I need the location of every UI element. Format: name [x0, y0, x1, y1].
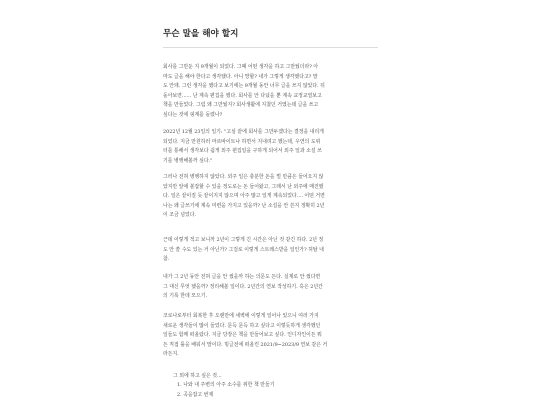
text-line: 도 안 쓸 수도 있는 거 아닌가? 그걸로 이렇게 스트레스받을 일인가? 허탈 내 [163, 246, 324, 253]
text-line: 내가 그 2년 동안 전혀 글을 안 썼을까 하는 의문도 든다. 실제로 안 썼다면 [163, 274, 321, 280]
text-line: 코로나로부터 회복한 후 오랜만에 새벽에 이렇게 일어나 있으니 여러 가지 [163, 313, 319, 319]
text-line: 그 대신 무엇 했을까? 정리해볼 일이다. 2년간의 연보 작성하기. 혹은 2년간 [163, 283, 323, 290]
page-title: 무슨 말을 해야 할지 [163, 29, 239, 39]
text-line: 기를 병행해볼까 싶다." [163, 157, 213, 164]
text-line: 이 조금 넘었다. [163, 212, 197, 218]
text-line: 돌아보면...... 난 계속 편집을 했다. 회사를 안 다녔을 뿐 계속 교정교열보고 [163, 92, 322, 99]
list-item: 1. 나와 내 주변의 아주 소수를 위한 책 만들기 [177, 382, 275, 389]
paragraph-2 [163, 128, 379, 166]
title-divider [163, 47, 378, 48]
text-line: 다. 일은 끝이질 듯 끝이지지 않으며 아주 많고 일게 계속되었다.... 어떤 거면 [163, 193, 325, 199]
text-line: 터를 통해서 생각보다 쉽게 외주 편집일을 구하게 되어서 외주 일과 소설 쓰 [163, 148, 322, 154]
text-line: 든 직접 툴을 배워서 말이다. 빙글전에 떠올린 2021/9~2023/9 연보 같은 거 [163, 341, 328, 348]
wish-list [173, 372, 373, 400]
text-line: 참. [163, 256, 170, 262]
text-line: 책을 만들었다. 그럼 왜 그만뒀지? 회사생활에 지쳤던 거였는데 글을 쓰고 [163, 102, 319, 108]
text-line: 회사를 그만둔 지 9개월이 되었다. 그때 어떤 생각을 하고 그만뒀더라? 아 [163, 64, 319, 70]
text-line: 의 기록 한데 모으기. [163, 293, 208, 299]
text-line: 라든지. [163, 351, 179, 357]
text-line: 근데 이렇게 적고 보니까 2년이 그렇게 긴 시간은 아닌 것 같긴 하다. 2년 정 [163, 237, 324, 243]
paragraph-3 [163, 173, 379, 221]
paragraph-5 [163, 273, 379, 302]
text-line: 나는 왜 글쓰기에 계속 미련을 가지고 있을까? 난 소설을 안 쓴지 정확히 2년 [163, 202, 325, 209]
text-line: 마도 글을 해야 한다고 생각했다. 아니 망할? 내가 그렇게 생각했다고? 말 [163, 73, 318, 80]
text-line: 2022년 12월 23일의 일기: "고심 끝에 회사를 그만두겠다는 결정을 내리게 [163, 129, 324, 135]
text-line: 도 안돼. 그런 생각을 했다고 보기에는 9개월 동안 너무 글을 쓰지 않았다. 뒤 [163, 83, 325, 89]
text-line: 새로운 생각들이 많이 들었다. 문득 문득 하고 싶다고 이렇듯하게 생각했던 [163, 322, 321, 329]
list-intro: 그 외에 하고 싶은 것... [173, 373, 222, 379]
text-line: 일들도 함께 떠올랐다. 지금 당장은 책을 만들어보고 싶다. 인디자인이든 뭐 [163, 332, 322, 338]
text-line: 았지만 앞에 볼잡할 수 있을 정도로는 돈 들어왔고, 그래서 난 외주에 매진했 [163, 183, 324, 190]
paragraph-4 [163, 236, 379, 265]
paragraph-6 [163, 312, 379, 360]
text-line: 되었다. 지금 만원하러 마르바이트나 하면서 지내려고 했는데, 우연의 도위 [163, 138, 321, 145]
list-item: 2. 곡을잡고 번제 [177, 391, 214, 398]
text-line: 그러나 전혀 병행하지 않았다. 외주 일은 충분한 돈을 벌 만큼은 들어오지 않 [163, 174, 324, 180]
paragraph-1 [163, 63, 379, 120]
text-line: 싶다는 것에 핑계를 돌렸나? [163, 111, 223, 118]
